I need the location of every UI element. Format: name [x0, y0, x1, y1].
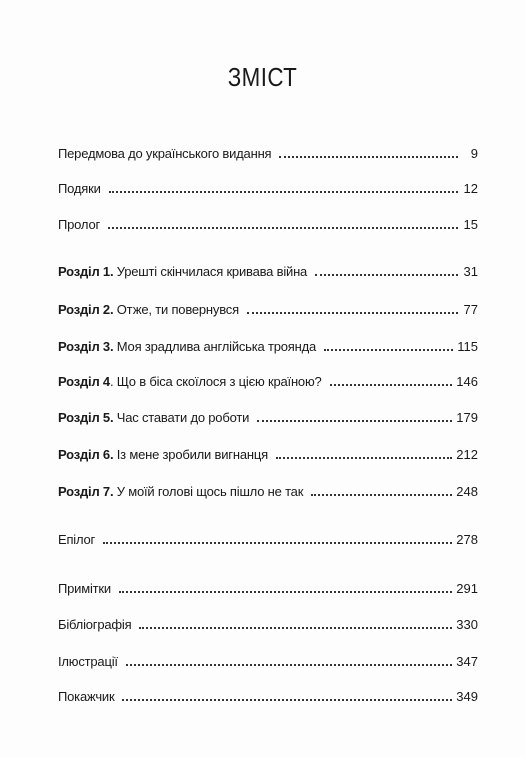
dot-leader	[330, 383, 453, 386]
toc-entry-chapter-3	[58, 339, 478, 359]
toc-entry-prefix: Розділ 2.	[58, 302, 114, 317]
toc-entry-chapter-5	[58, 410, 478, 430]
toc-entry-label	[58, 374, 326, 389]
dot-leader	[247, 311, 458, 314]
toc-entry-chapter-2	[58, 302, 478, 322]
toc-entry-label	[58, 447, 272, 462]
toc-entry-text: Отже, ти повернувся	[113, 302, 239, 317]
page-title: ЗМІСТ	[227, 62, 298, 92]
toc-entry-prefix: Розділ 4	[58, 374, 110, 389]
toc-entry-prefix: Розділ 5.	[58, 410, 114, 425]
toc-entry-label	[58, 532, 99, 547]
toc-entry-page: 349	[456, 689, 478, 704]
toc-entry-page: 15	[463, 217, 478, 232]
toc-entry-text: Передмова до українського видання	[58, 146, 272, 161]
dot-leader	[139, 626, 452, 629]
toc-entry-epilogue	[58, 532, 478, 552]
toc-entry-label	[58, 181, 105, 196]
toc-entry-page: 212	[456, 447, 478, 462]
toc-entry-label	[58, 484, 307, 499]
toc-entry-page: 179	[456, 410, 478, 425]
dot-leader	[108, 226, 458, 229]
toc-entry-label	[58, 410, 253, 425]
toc-entry-prefix: Розділ 7.	[58, 484, 114, 499]
toc-entry-page: 278	[456, 532, 478, 547]
toc-entry-prologue	[58, 217, 478, 237]
toc-entry-label	[58, 617, 135, 632]
dot-leader	[324, 348, 453, 351]
toc-entry-text: Моя зрадлива англійська троянда	[113, 339, 317, 354]
toc-entry-page: 347	[456, 654, 478, 669]
toc-entry-label	[58, 581, 115, 596]
dot-leader	[315, 273, 458, 276]
toc-entry-text: Примітки	[58, 581, 111, 596]
toc-entry-page: 77	[463, 302, 478, 317]
dot-leader	[109, 190, 458, 193]
toc-entry-label	[58, 217, 104, 232]
toc-entry-page: 31	[463, 264, 478, 279]
dot-leader	[126, 663, 452, 666]
toc-entry-page: 291	[456, 581, 478, 596]
toc-entry-chapter-6	[58, 447, 478, 467]
toc-entry-bibliography	[58, 617, 478, 637]
toc-entry-chapter-4	[58, 374, 478, 394]
toc-entry-prefix: Розділ 1.	[58, 264, 114, 279]
toc-entry-page: 12	[463, 181, 478, 196]
toc-entry-text: Бібліографія	[58, 617, 132, 632]
toc-entry-text: Покажчик	[58, 689, 115, 704]
toc-entry-text: Урешті скінчилася кривава війна	[113, 264, 308, 279]
toc-entry-prefix: Розділ 6.	[58, 447, 114, 462]
toc-entry-chapter-1	[58, 264, 478, 284]
toc-entry-notes	[58, 581, 478, 601]
toc-entry-label	[58, 264, 311, 279]
toc-entry-text: У моїй голові щось пішло не так	[113, 484, 304, 499]
dot-leader	[257, 419, 452, 422]
toc-entry-text: Подяки	[58, 181, 101, 196]
dot-leader	[119, 590, 452, 593]
toc-entry-page: 9	[470, 146, 478, 161]
toc-entry-acknowledgements	[58, 181, 478, 201]
toc-entry-label	[58, 302, 243, 317]
toc-entry-page: 330	[456, 617, 478, 632]
toc-entry-foreword	[58, 146, 478, 166]
toc-entry-prefix: Розділ 3.	[58, 339, 114, 354]
dot-leader	[122, 698, 452, 701]
toc-entry-text: Час ставати до роботи	[113, 410, 250, 425]
toc-entry-text: Епілог	[58, 532, 96, 547]
dot-leader	[311, 493, 452, 496]
toc-entry-label	[58, 339, 320, 354]
toc-entry-page: 146	[456, 374, 478, 389]
toc-entry-chapter-7	[58, 484, 478, 504]
toc-entry-text: . Що в біса скоїлося з цією країною?	[109, 374, 322, 389]
dot-leader	[276, 456, 452, 459]
toc-entry-text: Ілюстрації	[58, 654, 118, 669]
toc-entry-page: 115	[457, 339, 478, 354]
toc-entry-page: 248	[456, 484, 478, 499]
toc-entry-illustrations	[58, 654, 478, 674]
toc-entry-label	[58, 654, 122, 669]
toc-entry-text: Пролог	[58, 217, 101, 232]
toc-entry-label	[58, 146, 275, 161]
dot-leader	[279, 155, 458, 158]
toc-entry-label	[58, 689, 118, 704]
toc-entry-text: Із мене зробили вигнанця	[113, 447, 268, 462]
toc-entry-index	[58, 689, 478, 709]
dot-leader	[103, 541, 452, 544]
